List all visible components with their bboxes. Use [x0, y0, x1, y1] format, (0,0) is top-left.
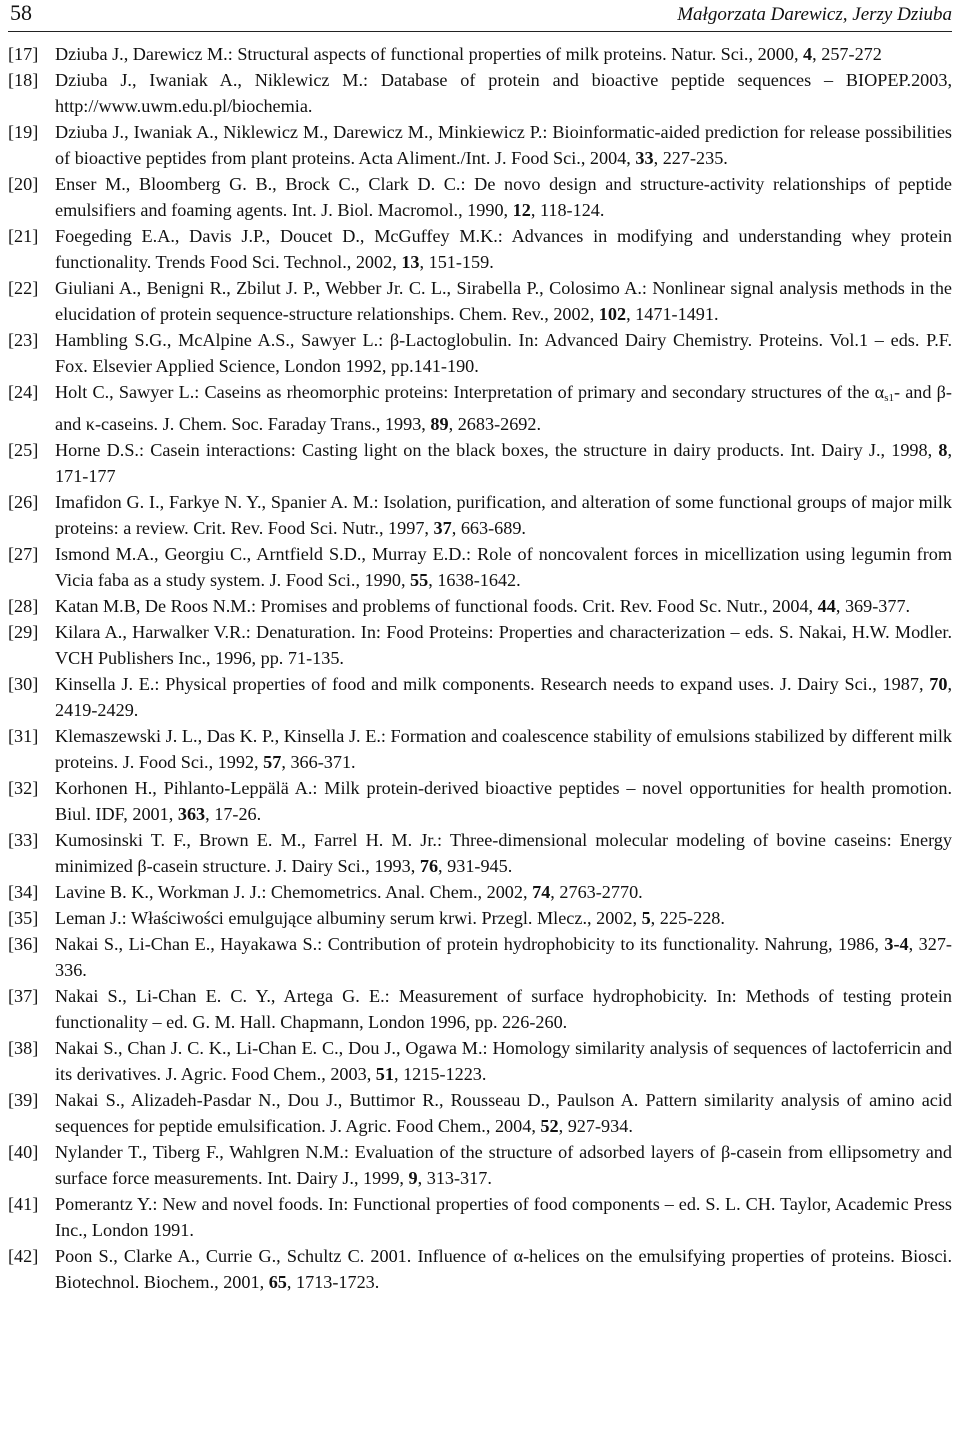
reference-item	[8, 489, 952, 541]
reference-segment: Nylander T., Tiberg F., Wahlgren N.M.: Evaluation of the structure of adsorbed layers of β-casein from ellipsometry and surface force measurements. Int. Dairy J., 1999,	[55, 1142, 952, 1188]
reference-item	[8, 67, 952, 119]
reference-number: [24]	[8, 382, 39, 402]
subscript: s1	[884, 392, 894, 404]
volume-number: 57	[263, 752, 282, 772]
reference-number: [25]	[8, 440, 39, 460]
reference-segment: Poon S., Clarke A., Currie G., Schultz C. 2001. Influence of α-helices on the emulsifying properties of proteins. Biosci. Biotechnol. Biochem., 2001,	[55, 1246, 952, 1292]
reference-text	[55, 1142, 952, 1188]
reference-text	[55, 44, 882, 64]
reference-item	[8, 1139, 952, 1191]
reference-text	[55, 882, 643, 902]
reference-segment: , 369-377.	[835, 596, 911, 616]
reference-text	[55, 382, 952, 434]
reference-number: [35]	[8, 908, 39, 928]
reference-item	[8, 827, 952, 879]
reference-segment: Holt C., Sawyer L.: Caseins as rheomorphic proteins: Interpretation of primary and secondary structures of the α	[55, 382, 885, 402]
reference-item	[8, 1243, 952, 1295]
reference-number: [17]	[8, 44, 39, 64]
reference-text	[55, 830, 952, 876]
reference-segment: Hambling S.G., McAlpine A.S., Sawyer L.: β-Lactoglobulin. In: Advanced Dairy Chemistry. Proteins. Vol.1 – eds. P.F. Fox. Elsevier Applied Science, London 1992, pp.141-190.	[55, 330, 952, 376]
reference-segment: , 151-159.	[419, 252, 494, 272]
reference-number: [33]	[8, 830, 39, 850]
volume-number: 44	[817, 596, 836, 616]
volume-number: 3-4	[884, 934, 909, 954]
reference-segment: Imafidon G. I., Farkye N. Y., Spanier A. M.: Isolation, purification, and alteration of some functional groups of major milk proteins: a review. Crit. Rev. Food Sci. Nutr., 1997,	[55, 492, 952, 538]
reference-segment: , 327-336.	[55, 934, 952, 980]
reference-segment: , 927-934.	[558, 1116, 633, 1136]
reference-text	[55, 226, 952, 272]
reference-segment: , 257-272	[812, 44, 882, 64]
reference-list	[8, 41, 952, 1295]
reference-number: [41]	[8, 1194, 39, 1214]
reference-item	[8, 275, 952, 327]
reference-segment: , 171-177	[55, 440, 952, 486]
reference-segment: Enser M., Bloomberg G. B., Brock C., Clark D. C.: De novo design and structure-activity relationships of peptide emulsifiers and foaming agents. Int. J. Biol. Macromol., 1990,	[55, 174, 952, 220]
reference-text	[55, 934, 952, 980]
reference-text	[55, 70, 952, 116]
reference-item	[8, 619, 952, 671]
reference-segment: , 1471-1491.	[626, 304, 719, 324]
reference-item	[8, 983, 952, 1035]
reference-item	[8, 41, 952, 67]
page-number: 58	[10, 0, 32, 25]
volume-number: 55	[410, 570, 429, 590]
reference-segment: Kilara A., Harwalker V.R.: Denaturation. In: Food Proteins: Properties and characterization – eds. S. Nakai, H.W. Modler. VCH Publishers Inc., 1996, pp. 71-135.	[55, 622, 952, 668]
reference-segment: Lavine B. K., Workman J. J.: Chemometrics. Anal. Chem., 2002,	[55, 882, 533, 902]
reference-segment: Ismond M.A., Georgiu C., Arntfield S.D., Murray E.D.: Role of noncovalent forces in micellization using legumin from Vicia faba as a study system. J. Food Sci., 1990,	[55, 544, 952, 590]
volume-number: 8	[938, 440, 948, 460]
reference-segment: Korhonen H., Pihlanto-Leppälä A.: Milk protein-derived bioactive peptides – novel opportunities for health promotion. Biul. IDF, 2001,	[55, 778, 952, 824]
reference-segment: Kinsella J. E.: Physical properties of food and milk components. Research needs to expand uses. J. Dairy Sci., 1987,	[55, 674, 930, 694]
reference-number: [31]	[8, 726, 39, 746]
volume-number: 4	[803, 44, 813, 64]
reference-number: [32]	[8, 778, 39, 798]
reference-number: [39]	[8, 1090, 39, 1110]
reference-number: [21]	[8, 226, 39, 246]
reference-segment: Pomerantz Y.: New and novel foods. In: Functional properties of food components – ed. S. L. CH. Taylor, Academic Press Inc., London 1991.	[55, 1194, 952, 1240]
reference-number: [40]	[8, 1142, 39, 1162]
reference-segment: , 1215-1223.	[393, 1064, 487, 1084]
reference-item	[8, 905, 952, 931]
reference-segment: , 225-228.	[650, 908, 725, 928]
reference-item	[8, 775, 952, 827]
reference-segment: , 227-235.	[653, 148, 728, 168]
reference-text	[55, 1038, 952, 1084]
volume-number: 9	[408, 1168, 418, 1188]
reference-segment: Leman J.: Właściwości emulgujące albuminy serum krwi. Przegl. Mlecz., 2002,	[55, 908, 642, 928]
reference-text	[55, 596, 910, 616]
reference-text	[55, 174, 952, 220]
reference-item	[8, 1035, 952, 1087]
reference-segment: , 1713-1723.	[286, 1272, 380, 1292]
reference-segment: , 1638-1642.	[428, 570, 521, 590]
volume-number: 13	[401, 252, 420, 272]
reference-item	[8, 593, 952, 619]
reference-segment: Klemaszewski J. L., Das K. P., Kinsella J. E.: Formation and coalescence stability of emulsions stabilized by different milk proteins. J. Food Sci., 1992,	[55, 726, 952, 772]
reference-number: [42]	[8, 1246, 39, 1266]
reference-text	[55, 986, 952, 1032]
reference-text	[55, 622, 952, 668]
reference-segment: , 2419-2429.	[55, 674, 952, 720]
volume-number: 76	[419, 856, 439, 876]
volume-number: 37	[433, 518, 452, 538]
reference-text	[55, 330, 952, 376]
reference-text	[55, 544, 952, 590]
reference-segment: Kumosinski T. F., Brown E. M., Farrel H. M. Jr.: Three-dimensional molecular modeling of bovine caseins: Energy minimized β-casein structure. J. Dairy Sci., 1993,	[55, 830, 952, 876]
reference-text	[55, 1194, 952, 1240]
reference-item	[8, 931, 952, 983]
reference-number: [26]	[8, 492, 39, 512]
reference-number: [27]	[8, 544, 39, 564]
reference-text	[55, 674, 952, 720]
reference-segment: .	[307, 96, 313, 116]
volume-number: 89	[430, 414, 449, 434]
page-header	[10, 0, 952, 28]
reference-item	[8, 223, 952, 275]
reference-segment: Dziuba J., Darewicz M.: Structural aspects of functional properties of milk proteins. Natur. Sci., 2000,	[55, 44, 804, 64]
reference-number: [30]	[8, 674, 39, 694]
reference-number: [23]	[8, 330, 39, 350]
volume-number: 74	[532, 882, 551, 902]
reference-segment: , 17-26.	[205, 804, 262, 824]
header-rule	[8, 31, 952, 32]
reference-segment: , 931-945.	[438, 856, 513, 876]
volume-number: 363	[177, 804, 206, 824]
volume-number: 102	[598, 304, 627, 324]
reference-number: [29]	[8, 622, 39, 642]
reference-item	[8, 541, 952, 593]
volume-number: 5	[641, 908, 651, 928]
volume-number: 70	[929, 674, 948, 694]
volume-number: 65	[268, 1272, 287, 1292]
reference-item	[8, 879, 952, 905]
reference-item	[8, 119, 952, 171]
reference-number: [36]	[8, 934, 39, 954]
reference-text	[55, 492, 952, 538]
reference-text	[55, 908, 725, 928]
reference-segment: - and β- and κ-caseins. J. Chem. Soc. Faraday Trans., 1993,	[55, 382, 952, 434]
reference-text	[55, 278, 952, 324]
reference-item	[8, 1191, 952, 1243]
reference-segment: , 313-317.	[417, 1168, 492, 1188]
volume-number: 33	[635, 148, 654, 168]
reference-item	[8, 723, 952, 775]
reference-segment: Dziuba J., Iwaniak A., Niklewicz M.: Database of protein and bioactive peptide sequences – BIOPEP.2003,	[55, 70, 952, 90]
reference-segment: Nakai S., Li-Chan E. C. Y., Artega G. E.: Measurement of surface hydrophobicity. In: Methods of testing protein functionality – ed. G. M. Hall. Chapmann, London 1996, pp. 226-260.	[55, 986, 952, 1032]
reference-item	[8, 327, 952, 379]
reference-item	[8, 1087, 952, 1139]
volume-number: 12	[512, 200, 531, 220]
volume-number: 51	[375, 1064, 394, 1084]
reference-text	[55, 122, 952, 168]
reference-number: [37]	[8, 986, 39, 1006]
reference-item	[8, 671, 952, 723]
reference-segment: , 118-124.	[530, 200, 605, 220]
reference-text	[55, 1246, 952, 1292]
reference-segment: Giuliani A., Benigni R., Zbilut J. P., Webber Jr. C. L., Sirabella P., Colosimo A.: Nonlinear signal analysis methods in the elucidation of protein sequence-structure relationships. Chem. Rev., 2002,	[55, 278, 952, 324]
reference-segment: Nakai S., Alizadeh-Pasdar N., Dou J., Buttimor R., Rousseau D., Paulson A. Pattern similarity analysis of amino acid sequences for peptide emulsification. J. Agric. Food Chem., 2004,	[55, 1090, 952, 1136]
reference-text	[55, 1090, 952, 1136]
reference-number: [19]	[8, 122, 39, 142]
reference-segment: Nakai S., Li-Chan E., Hayakawa S.: Contribution of protein hydrophobicity to its functionality. Nahrung, 1986,	[55, 934, 885, 954]
reference-segment: Horne D.S.: Casein interactions: Casting light on the black boxes, the structure in dairy products. Int. Dairy J., 1998,	[55, 440, 939, 460]
reference-number: [18]	[8, 70, 39, 90]
reference-segment: , 2683-2692.	[448, 414, 542, 434]
reference-item	[8, 171, 952, 223]
reference-segment: Foegeding E.A., Davis J.P., Doucet D., McGuffey M.K.: Advances in modifying and understanding whey protein functionality. Trends Food Sci. Technol., 2002,	[55, 226, 952, 272]
reference-text	[55, 726, 952, 772]
reference-number: [22]	[8, 278, 39, 298]
reference-number: [38]	[8, 1038, 39, 1058]
volume-number: 52	[540, 1116, 559, 1136]
reference-number: [28]	[8, 596, 39, 616]
reference-segment: , 2763-2770.	[550, 882, 643, 902]
reference-segment: , 663-689.	[451, 518, 526, 538]
reference-number: [34]	[8, 882, 39, 902]
running-head: Małgorzata Darewicz, Jerzy Dziuba	[677, 4, 952, 25]
reference-link[interactable]: http://www.uwm.edu.pl/biochemia	[55, 96, 308, 116]
reference-item	[8, 379, 952, 437]
reference-segment: Dziuba J., Iwaniak A., Niklewicz M., Darewicz M., Minkiewicz P.: Bioinformatic-aided prediction for release possibilities of bioactive peptides from plant proteins. Acta Aliment./Int. J. Food Sci., 2004,	[55, 122, 952, 168]
reference-text	[55, 440, 952, 486]
reference-number: [20]	[8, 174, 39, 194]
reference-item	[8, 437, 952, 489]
reference-segment: , 366-371.	[281, 752, 356, 772]
reference-segment: Nakai S., Chan J. C. K., Li-Chan E. C., Dou J., Ogawa M.: Homology similarity analysis of sequences of lactoferricin and its derivatives. J. Agric. Food Chem., 2003,	[55, 1038, 952, 1084]
reference-text	[55, 778, 952, 824]
reference-segment: Katan M.B, De Roos N.M.: Promises and problems of functional foods. Crit. Rev. Food Sc. Nutr., 2004,	[55, 596, 818, 616]
